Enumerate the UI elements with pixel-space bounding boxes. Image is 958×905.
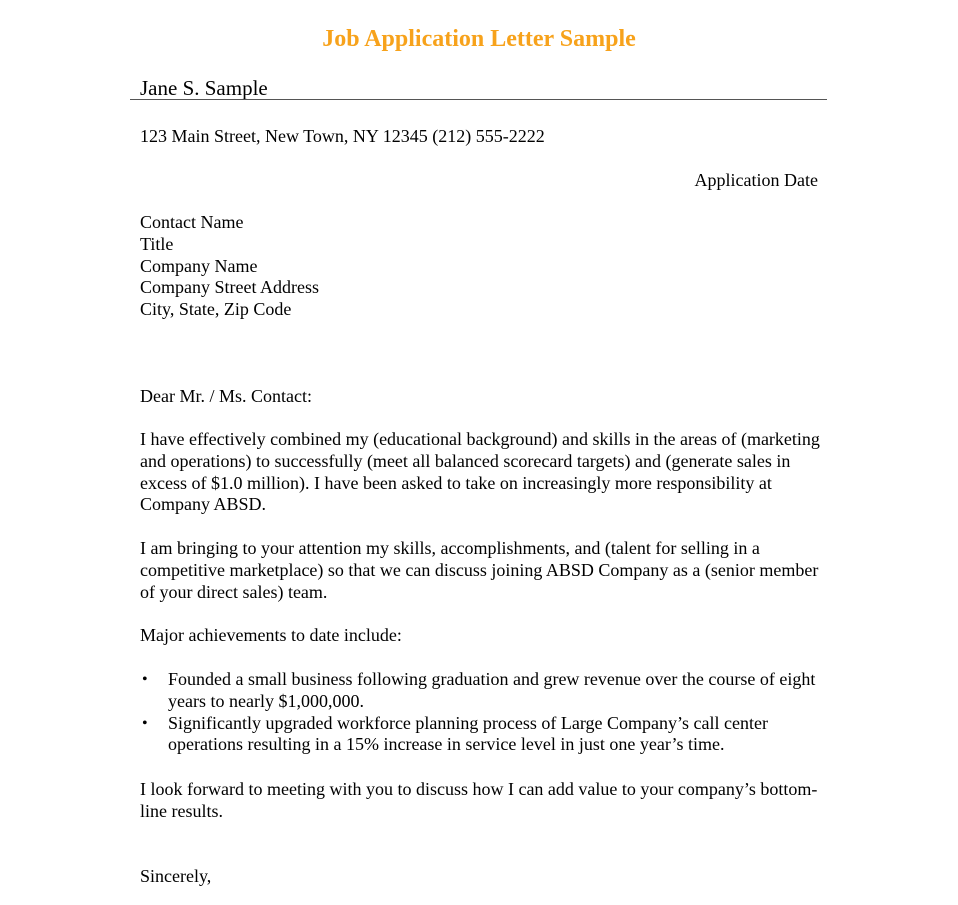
achievements-list [140, 669, 830, 756]
body-paragraph-2: I am bringing to your attention my skills, accomplishments, and (talent for selling in a competitive marketplace) so that we can discuss joining ABSD Company as a (senior member of your direct sales) team. [140, 538, 819, 602]
recipient-contact-name: Contact Name [140, 212, 244, 232]
sender-name: Jane S. Sample [140, 76, 268, 100]
salutation: Dear Mr. / Ms. Contact: [140, 386, 312, 406]
header-divider [130, 99, 827, 100]
recipient-title: Title [140, 233, 174, 254]
recipient-block [140, 212, 319, 321]
body-paragraph-4: I look forward to meeting with you to discuss how I can add value to your company’s bottom-line results. [140, 779, 818, 821]
list-item [140, 713, 830, 757]
closing: Sincerely, [140, 866, 212, 886]
sender-contact: 123 Main Street, New Town, NY 12345 (212) 555-2222 [140, 126, 545, 146]
recipient-street-address: Company Street Address [140, 277, 319, 298]
document-title: Job Application Letter Sample [322, 26, 636, 52]
bullet-icon: • [142, 714, 148, 732]
achievement-text: Founded a small business following graduation and grew revenue over the course of eight years to nearly $1,000,000. [168, 669, 816, 711]
application-date: Application Date [694, 170, 818, 190]
achievements-intro: Major achievements to date include: [140, 625, 402, 645]
recipient-company-name: Company Name [140, 255, 258, 276]
bullet-icon: • [142, 671, 148, 688]
achievement-text: Significantly upgraded workforce planning process of Large Company’s call center operations resulting in a 15% increase in service level in just one year’s time. [168, 712, 768, 755]
list-item [140, 669, 830, 713]
body-paragraph-1: I have effectively combined my (educational background) and skills in the areas of (marketing and operations) to successfully (meet all balanced scorecard targets) and (generate sales in excess of $1.0 million). I have been asked to take on increasingly more responsibility at Company ABSD. [140, 429, 820, 515]
recipient-city-state-zip: City, State, Zip Code [140, 299, 292, 320]
